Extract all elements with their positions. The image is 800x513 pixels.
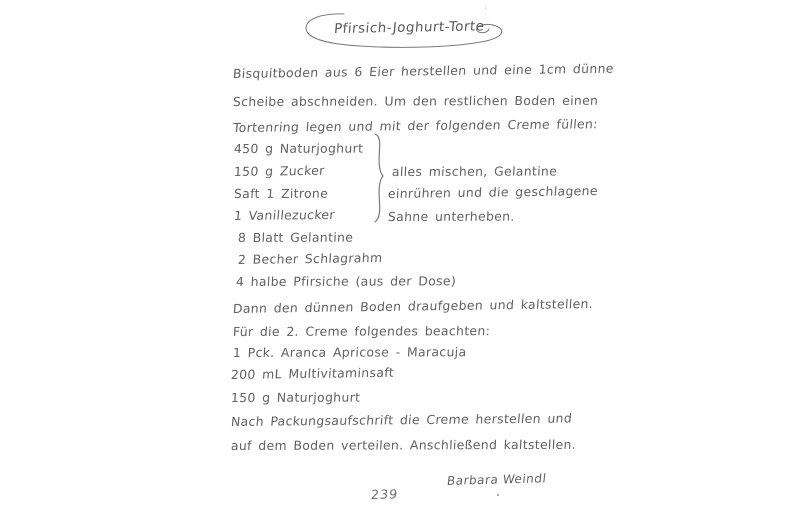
ingredient-item: 2 Becher Schlagrahm bbox=[237, 249, 384, 267]
ingredient-item: 150 g Naturjoghurt bbox=[230, 389, 361, 405]
page-title: Pfirsich-Joghurt-Torte bbox=[333, 19, 486, 37]
intro-line-1: Bisquitboden aus 6 Eier herstellen und eine 1cm dünne bbox=[232, 60, 615, 81]
ingredient-item: 1 Vanillezucker bbox=[233, 206, 336, 223]
page-number: 239 bbox=[370, 486, 399, 502]
instruction-line: Nach Packungsaufschrift die Creme herstellen und bbox=[230, 410, 573, 429]
brace-note-line: Sahne unterheben. bbox=[387, 208, 516, 224]
ingredient-item: 1 Pck. Aranca Apricose - Maracuja bbox=[232, 344, 467, 360]
brace-note-line: alles mischen, Gelantine bbox=[391, 163, 558, 179]
instruction-line: Dann den dünnen Boden draufgeben und kaltstellen. bbox=[232, 295, 594, 316]
ingredient-item: 4 halbe Pfirsiche (aus der Dose) bbox=[235, 273, 457, 289]
ingredient-item: 150 g Zucker bbox=[233, 162, 326, 179]
ingredient-item: 200 mL Multivitaminsaft bbox=[230, 364, 395, 382]
ingredient-item: 8 Blatt Gelantine bbox=[237, 229, 354, 245]
intro-line-2: Scheibe abschneiden. Um den restlichen Boden einen bbox=[232, 92, 599, 109]
stray-pencil-mark bbox=[483, 4, 488, 18]
intro-line-3: Tortenring legen und mit der folgenden Creme füllen: bbox=[232, 116, 599, 135]
signature: Barbara Weindl bbox=[446, 471, 548, 488]
signature-dot bbox=[497, 494, 499, 496]
curly-brace bbox=[362, 132, 386, 226]
brace-note-line: einrühren und die geschlagene bbox=[387, 183, 599, 201]
instruction-line: auf dem Boden verteilen. Anschließend kaltstellen. bbox=[230, 436, 577, 453]
instruction-line: Für die 2. Creme folgendes beachten: bbox=[232, 323, 491, 339]
ingredient-item: 450 g Naturjoghurt bbox=[233, 140, 364, 156]
ingredient-item: Saft 1 Zitrone bbox=[233, 185, 329, 201]
